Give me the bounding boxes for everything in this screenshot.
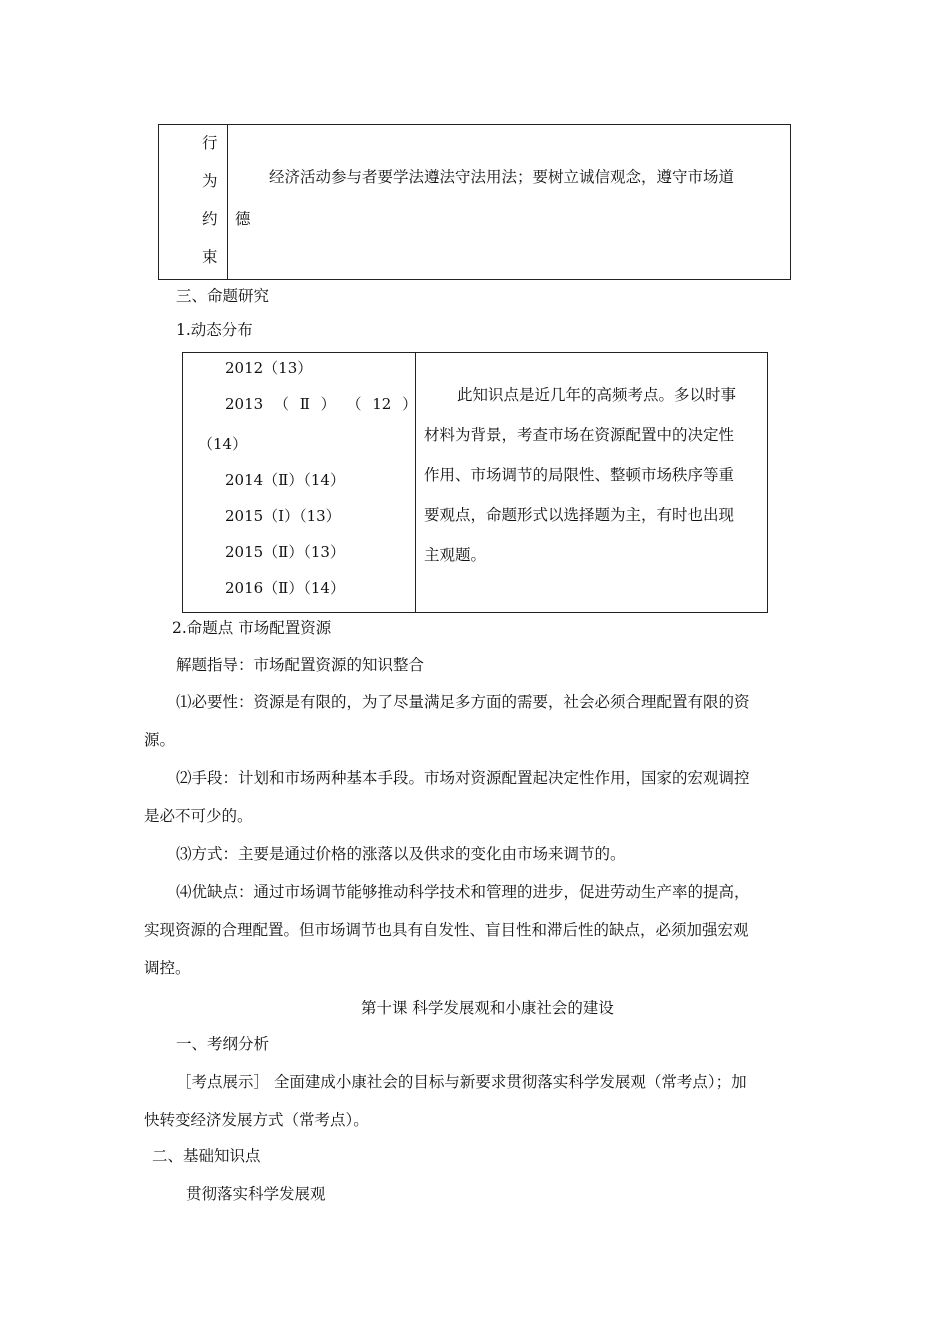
section-heading: 二、基础知识点 — [152, 1147, 261, 1165]
section-heading: 三、命题研究 — [176, 287, 270, 305]
paragraph-line: 调控。 — [144, 959, 191, 977]
year-entry: 2013 （ Ⅱ ） （ 12 ） — [225, 395, 418, 413]
desc-line: 主观题。 — [424, 546, 487, 564]
year-entry: （14） — [198, 435, 248, 453]
row-label-char: 行 — [202, 134, 218, 152]
year-entry: 2014（Ⅱ）（14） — [225, 471, 345, 489]
sub-heading: 1.动态分布 — [176, 321, 253, 339]
desc-line: 作用、市场调节的局限性、整顿市场秩序等重 — [424, 466, 735, 484]
behavior-constraint-table — [158, 124, 791, 280]
paragraph-line: ⑶方式：主要是通过价格的涨落以及供求的变化由市场来调节的。 — [176, 845, 626, 863]
paragraph-line: ⑴必要性：资源是有限的，为了尽量满足多方面的需要，社会必须合理配置有限的资 — [176, 693, 750, 711]
desc-line: 材料为背景，考查市场在资源配置中的决定性 — [424, 426, 735, 444]
row-label-char: 束 — [202, 248, 218, 266]
year-entry: 2012（13） — [225, 359, 313, 377]
table-cell-text: 经济活动参与者要学法遵法守法用法；要树立诚信观念，遵守市场道 — [269, 168, 735, 186]
paragraph-line: 源。 — [144, 731, 176, 749]
paragraph-line: 是必不可少的。 — [144, 807, 253, 825]
row-label-char: 约 — [202, 210, 218, 228]
desc-line: 此知识点是近几年的高频考点。多以时事 — [457, 386, 737, 404]
section-heading: 一、考纲分析 — [176, 1035, 270, 1053]
paragraph-line: 实现资源的合理配置。但市场调节也具有自发性、盲目性和滞后性的缺点，必须加强宏观 — [144, 921, 749, 939]
paragraph-line: ［考点展示］ 全面建成小康社会的目标与新要求贯彻落实科学发展观（常考点）；加 — [176, 1073, 747, 1091]
guide-text: 解题指导：市场配置资源的知识整合 — [176, 656, 425, 674]
sub-heading: 2.命题点 市场配置资源 — [172, 619, 332, 637]
lesson-title: 第十课 科学发展观和小康社会的建设 — [361, 999, 614, 1017]
year-entry: 2016（Ⅱ）（14） — [225, 579, 345, 597]
year-entry: 2015（Ⅱ）（13） — [225, 543, 345, 561]
year-entry: 2015（Ⅰ）（13） — [225, 507, 341, 525]
row-label-char: 为 — [202, 172, 218, 190]
table-divider — [227, 125, 228, 279]
desc-line: 要观点，命题形式以选择题为主，有时也出现 — [424, 506, 735, 524]
table-cell-text: 德 — [235, 210, 251, 228]
paragraph-line: 快转变经济发展方式（常考点）。 — [144, 1111, 369, 1129]
paragraph-line: ⑷优缺点：通过市场调节能够推动科学技术和管理的进步，促进劳动生产率的提高， — [176, 883, 750, 901]
paragraph-line: ⑵手段：计划和市场两种基本手段。市场对资源配置起决定性作用，国家的宏观调控 — [176, 769, 750, 787]
distribution-table — [182, 352, 768, 613]
topic-heading: 贯彻落实科学发展观 — [186, 1185, 326, 1203]
table-divider — [415, 353, 416, 612]
